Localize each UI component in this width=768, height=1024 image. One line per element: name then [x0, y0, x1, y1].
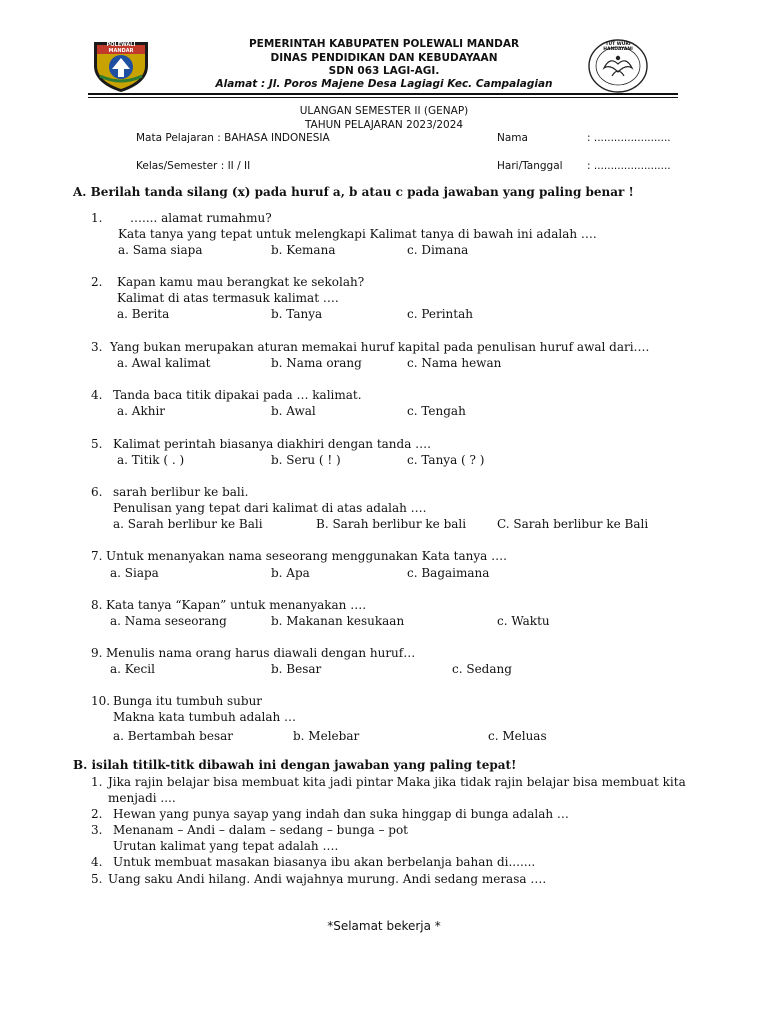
header-line-3: SDN 063 LAGI-AGI.: [328, 65, 440, 77]
question-text-2: Kata tanya yang tepat untuk melengkapi Kalimat tanya di bawah ini adalah ….: [118, 227, 597, 241]
exam-year: TAHUN PELAJARAN 2023/2024: [304, 119, 464, 131]
question-number: 7.: [91, 549, 103, 563]
option-b[interactable]: b. Kemana: [271, 243, 336, 257]
option-a[interactable]: a. Nama seseorang: [110, 614, 227, 628]
question-text: Kalimat perintah biasanya diakhiri dengan tanda ….: [113, 437, 431, 451]
question-number: 3.: [91, 340, 103, 354]
section-a-instruction: A. Berilah tanda silang (x) pada huruf a, b atau c pada jawaban yang paling benar !: [73, 185, 634, 199]
option-a[interactable]: a. Siapa: [110, 566, 159, 580]
question-number: 5.: [91, 437, 103, 451]
question-text: Menulis nama orang harus diawali dengan huruf…: [106, 646, 416, 660]
subject-label: Mata Pelajaran : BAHASA INDONESIA: [136, 132, 330, 144]
fill-item-text: Untuk membuat masakan biasanya ibu akan berbelanja bahan di.......: [113, 855, 536, 869]
option-b[interactable]: b. Melebar: [293, 729, 360, 743]
fill-item-number: 4.: [91, 855, 103, 869]
question-text: ….... alamat rumahmu?: [130, 211, 272, 225]
option-c[interactable]: c. Bagaimana: [407, 566, 490, 580]
header-address: Alamat : Jl. Poros Majene Desa Lagiagi Kec. Campalagian: [215, 78, 553, 90]
option-a[interactable]: a. Titik ( . ): [117, 453, 185, 467]
left-logo: [90, 36, 152, 94]
option-a[interactable]: a. Kecil: [110, 662, 155, 676]
option-a[interactable]: a. Akhir: [117, 404, 166, 418]
option-a[interactable]: a. Sarah berlibur ke Bali: [113, 517, 263, 531]
option-c[interactable]: C. Sarah berlibur ke Bali: [497, 517, 649, 531]
question-number: 9.: [91, 646, 103, 660]
exam-title: ULANGAN SEMESTER II (GENAP): [299, 105, 469, 117]
question-number: 2.: [91, 275, 103, 289]
question-number: 6.: [91, 485, 103, 499]
fill-item-number: 1.: [91, 775, 103, 789]
question-number: 1.: [91, 211, 103, 225]
question-text: Untuk menanyakan nama seseorang menggunakan Kata tanya ….: [106, 549, 507, 563]
question-text: sarah berlibur ke bali.: [113, 485, 249, 499]
question-text: Tanda baca titik dipakai pada … kalimat.: [113, 388, 362, 402]
question-text: Yang bukan merupakan aturan memakai huruf kapital pada penulisan huruf awal dari….: [110, 340, 650, 354]
fill-item-number: 5.: [91, 872, 103, 886]
question-text-2: Makna kata tumbuh adalah …: [113, 710, 297, 724]
option-a[interactable]: a. Bertambah besar: [113, 729, 234, 743]
header-line-1: PEMERINTAH KABUPATEN POLEWALI MANDAR: [248, 38, 520, 50]
question-number: 10.: [91, 694, 111, 708]
fill-item-text-2: Urutan kalimat yang tepat adalah ….: [113, 839, 339, 853]
question-text: Kata tanya “Kapan” untuk menanyakan ….: [106, 598, 367, 612]
class-label: Kelas/Semester : II / II: [136, 160, 251, 172]
fill-item-text: Uang saku Andi hilang. Andi wajahnya murung. Andi sedang merasa ….: [108, 872, 547, 886]
date-label: Hari/Tanggal: [497, 160, 563, 172]
option-b[interactable]: b. Apa: [271, 566, 310, 580]
option-c[interactable]: c. Dimana: [407, 243, 469, 257]
fill-item-number: 2.: [91, 807, 103, 821]
closing-message: *Selamat bekerja *: [327, 919, 441, 933]
option-b[interactable]: b. Makanan kesukaan: [271, 614, 405, 628]
question-text-2: Penulisan yang tepat dari kalimat di atas adalah ….: [113, 501, 427, 515]
right-logo-caption: TUT WURI HANDAYANI: [603, 42, 633, 52]
option-c[interactable]: c. Tanya ( ? ): [407, 453, 485, 467]
right-logo: [586, 38, 650, 94]
option-c[interactable]: c. Perintah: [407, 307, 473, 321]
option-a[interactable]: a. Awal kalimat: [117, 356, 211, 370]
name-label: Nama: [497, 132, 528, 144]
option-c[interactable]: c. Sedang: [452, 662, 512, 676]
question-number: 8.: [91, 598, 103, 612]
option-a[interactable]: a. Berita: [117, 307, 170, 321]
option-b[interactable]: B. Sarah berlibur ke bali: [316, 517, 467, 531]
question-text: Kapan kamu mau berangkat ke sekolah?: [117, 275, 365, 289]
option-c[interactable]: c. Tengah: [407, 404, 466, 418]
fill-item-text-2: menjadi ....: [108, 791, 176, 805]
option-b[interactable]: b. Tanya: [271, 307, 323, 321]
fill-item-text: Jika rajin belajar bisa membuat kita jadi pintar Maka jika tidak rajin belajar bisa membuat kita: [108, 775, 686, 789]
date-field[interactable]: : .......................: [587, 160, 671, 172]
option-b[interactable]: b. Nama orang: [271, 356, 362, 370]
option-b[interactable]: b. Awal: [271, 404, 316, 418]
option-c[interactable]: c. Nama hewan: [407, 356, 502, 370]
header-line-2: DINAS PENDIDIKAN DAN KEBUDAYAAN: [270, 52, 498, 64]
fill-item-text: Menanam – Andi – dalam – sedang – bunga – pot: [113, 823, 409, 837]
option-c[interactable]: c. Waktu: [497, 614, 550, 628]
fill-item-number: 3.: [91, 823, 103, 837]
option-c[interactable]: c. Meluas: [488, 729, 547, 743]
question-text-2: Kalimat di atas termasuk kalimat ….: [117, 291, 339, 305]
header-divider-thin: [88, 97, 678, 98]
question-number: 4.: [91, 388, 103, 402]
left-logo-caption: POLEWALI MANDAR: [106, 42, 136, 54]
header-divider-thick: [88, 93, 678, 95]
question-text: Bunga itu tumbuh subur: [113, 694, 263, 708]
option-a[interactable]: a. Sama siapa: [118, 243, 203, 257]
name-field[interactable]: : .......................: [587, 132, 671, 144]
fill-item-text: Hewan yang punya sayap yang indah dan suka hinggap di bunga adalah …: [113, 807, 569, 821]
option-b[interactable]: b. Seru ( ! ): [271, 453, 341, 467]
option-b[interactable]: b. Besar: [271, 662, 322, 676]
section-b-instruction: B. isilah titilk-titk dibawah ini dengan jawaban yang paling tepat!: [73, 758, 517, 772]
